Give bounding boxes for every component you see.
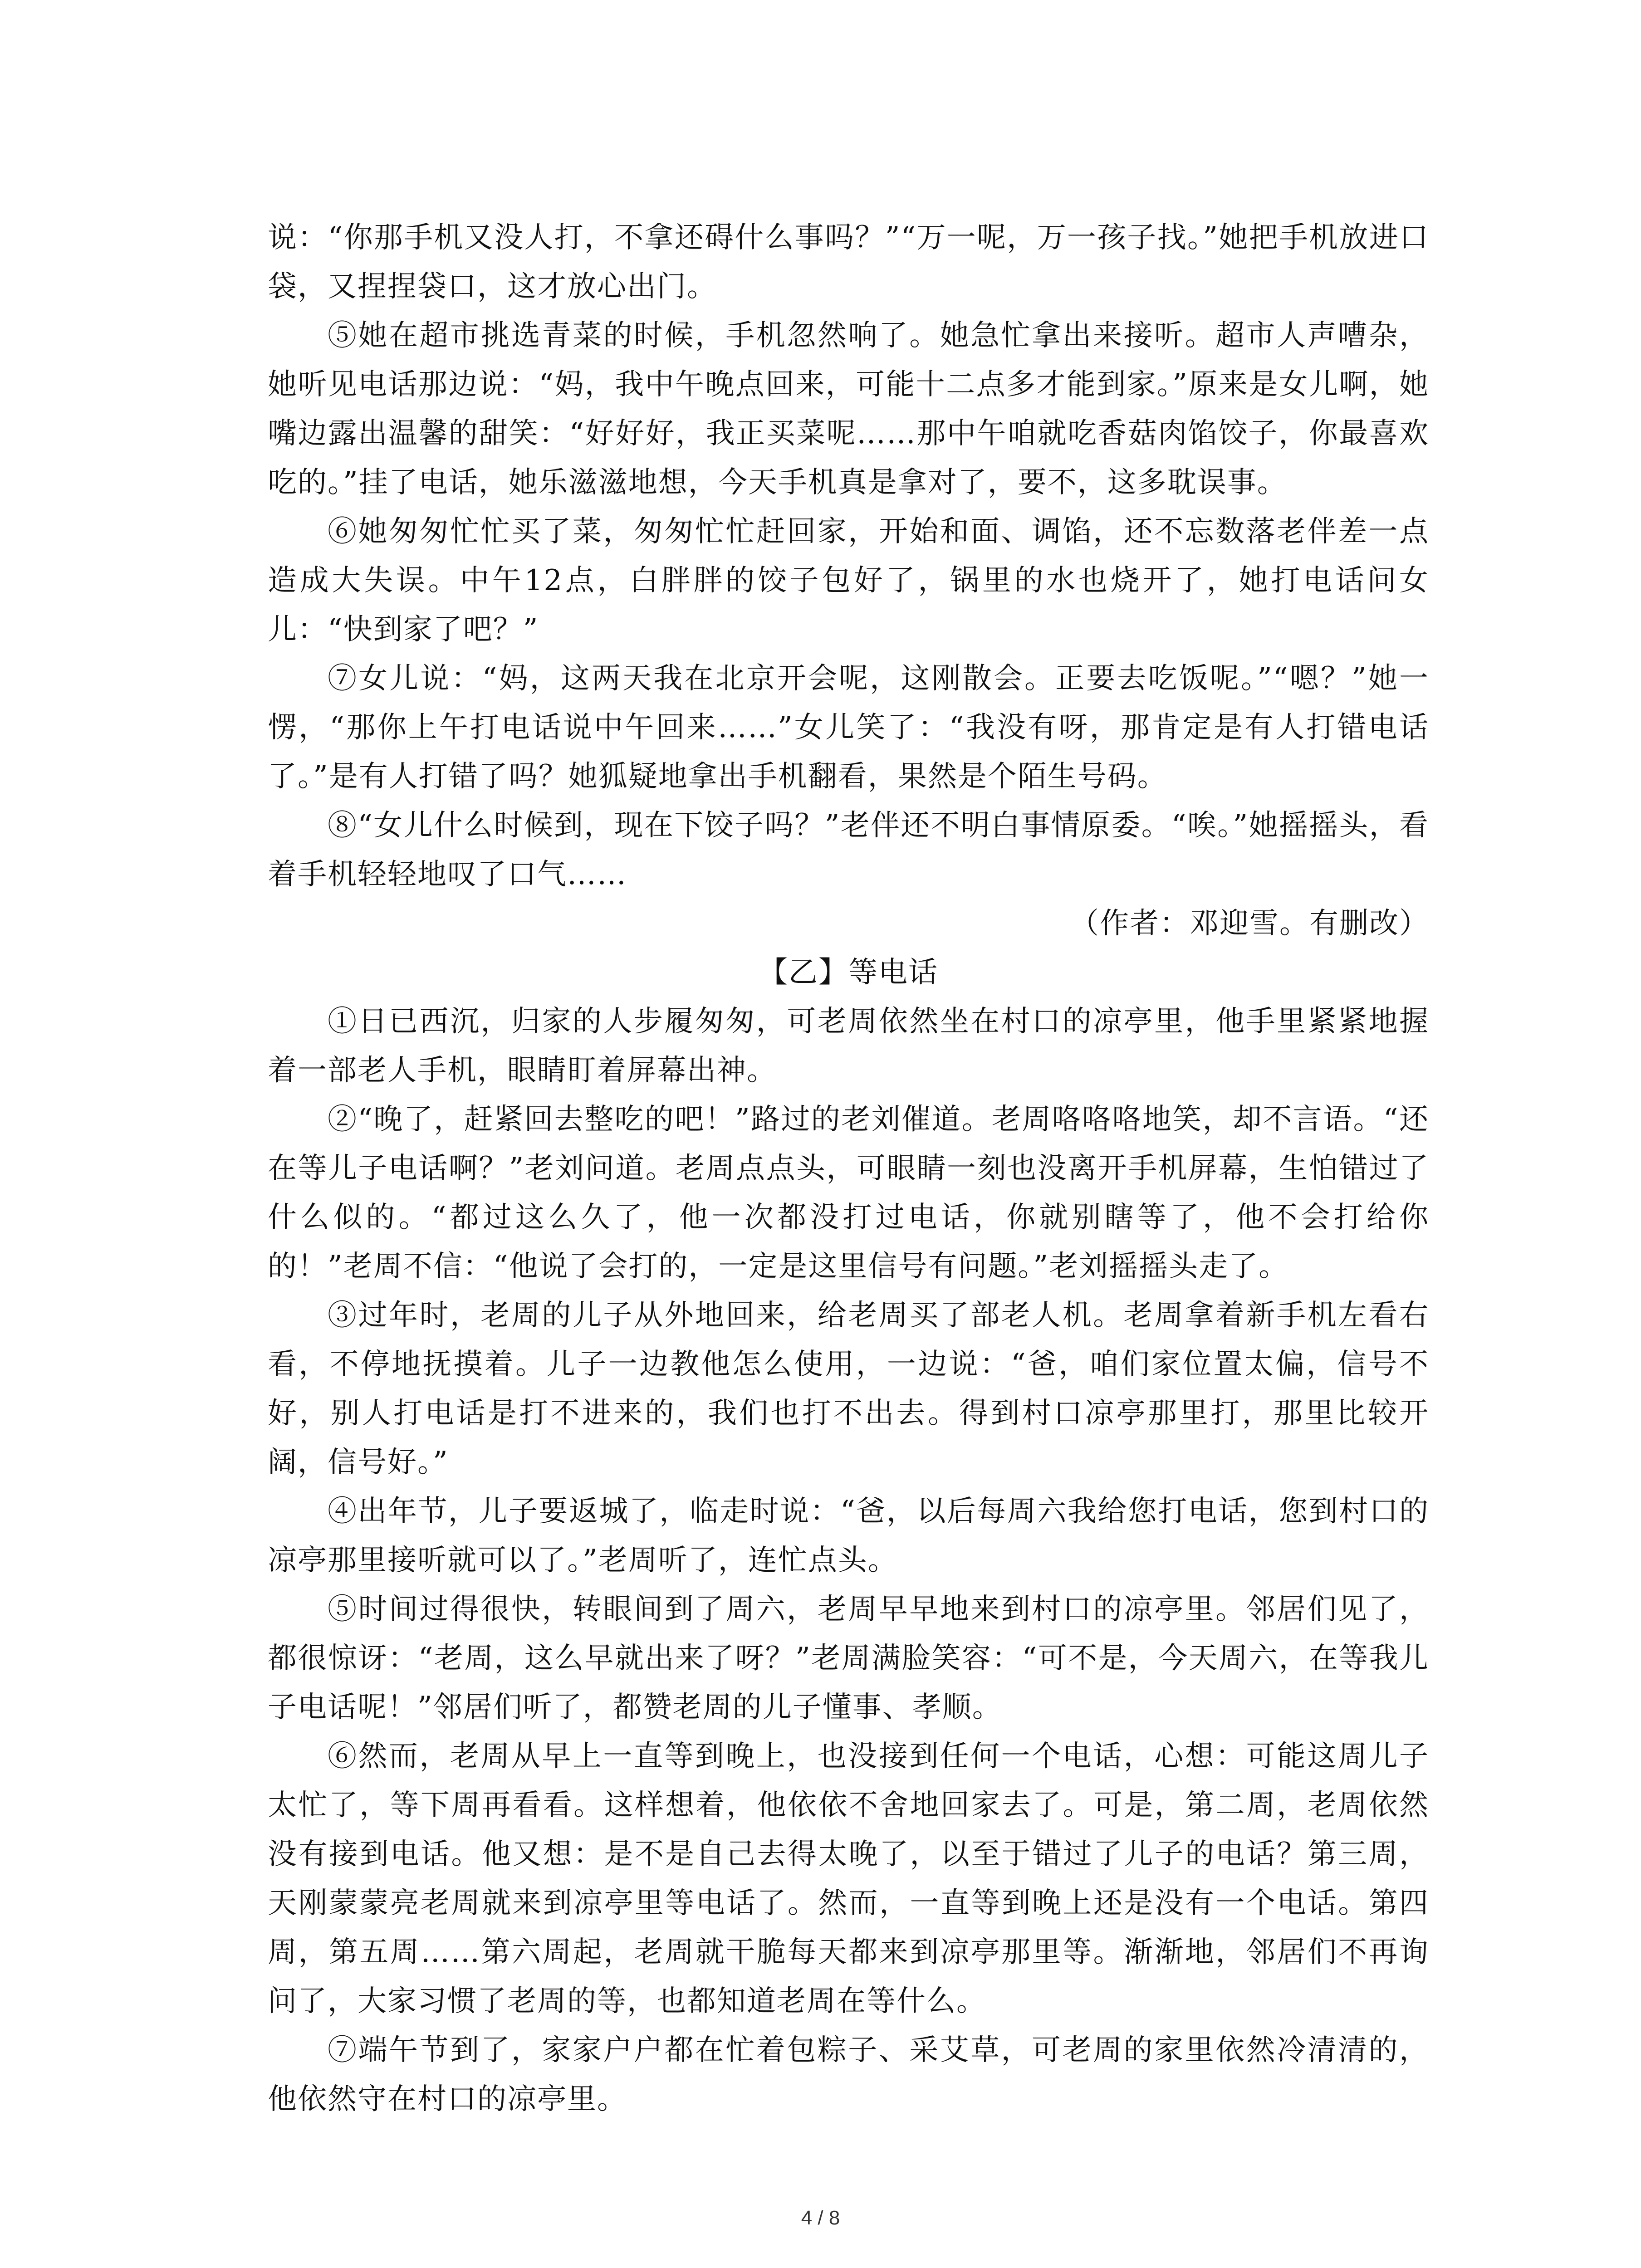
paragraph-b-2: ②“晚了，赶紧回去整吃的吧！”路过的老刘催道。老周咯咯咯地笑，却不言语。“还在等儿子电话啊？”老刘问道。老周点点头，可眼睛一刻也没离开手机屏幕，生怕错过了什么似的。“都过这么久了，他一次都没打过电话，你就别瞎等了，他不会打给你的！”老周不信：“他说了会打的，一定是这里信号有问题。”老刘摇摇头走了。 bbox=[268, 1103, 1429, 1283]
paragraph-a-5: ⑤她在超市挑选青菜的时候，手机忽然响了。她急忙拿出来接听。超市人声嘈杂，她听见电话那边说：“妈，我中午晚点回来，可能十二点多才能到家。”原来是女儿啊，她嘴边露出温馨的甜笑：“好好好，我正买菜呢……那中午咱就吃香菇肉馅饺子，你最喜欢吃的。”挂了电话，她乐滋滋地想，今天手机真是拿对了，要不，这多耽误事。 bbox=[268, 319, 1429, 499]
page-number: 4 / 8 bbox=[801, 2207, 840, 2229]
paragraph-a-7: ⑦女儿说：“妈，这两天我在北京开会呢，这刚散会。正要去吃饭呢。”“嗯？”她一愣，“那你上午打电话说中午回来……”女儿笑了：“我没有呀，那肯定是有人打错电话了。”是有人打错了吗？她狐疑地拿出手机翻看，果然是个陌生号码。 bbox=[268, 662, 1429, 793]
paragraph-b-6: ⑥然而，老周从早上一直等到晚上，也没接到任何一个电话，心想：可能这周儿子太忙了，等下周再看看。这样想着，他依依不舍地回家去了。可是，第二周，老周依然没有接到电话。他又想：是不是自己去得太晚了，以至于错过了儿子的电话？第三周，天刚蒙蒙亮老周就来到凉亭里等电话了。然而，一直等到晚上还是没有一个电话。第四周，第五周……第六周起，老周就干脆每天都来到凉亭那里等。渐渐地，邻居们不再询问了，大家习惯了老周的等，也都知道老周在等什么。 bbox=[268, 1740, 1429, 2018]
paragraph-a-1: 说：“你那手机又没人打，不拿还碍什么事吗？”“万一呢，万一孩子找。”她把手机放进口袋，又捏捏袋口，这才放心出门。 bbox=[268, 221, 1429, 303]
paragraph-b-7: ⑦端午节到了，家家户户都在忙着包粽子、采艾草，可老周的家里依然冷清清的，他依然守在村口的凉亭里。 bbox=[268, 2033, 1429, 2116]
paragraph-a-8: ⑧“女儿什么时候到，现在下饺子吗？”老伴还不明白事情原委。“唉。”她摇摇头，看着手机轻轻地叹了口气…… bbox=[268, 809, 1429, 891]
section-title: 【乙】等电话 bbox=[759, 956, 938, 989]
paragraph-b-3: ③过年时，老周的儿子从外地回来，给老周买了部老人机。老周拿着新手机左看右看，不停地抚摸着。儿子一边教他怎么使用，一边说：“爸，咱们家位置太偏，信号不好，别人打电话是打不进来的，我们也打不出去。得到村口凉亭那里打，那里比较开阔，信号好。” bbox=[268, 1299, 1429, 1479]
author-attribution: （作者：邓迎雪。有删改） bbox=[1070, 907, 1429, 940]
paragraph-b-1: ①日已西沉，归家的人步履匆匆，可老周依然坐在村口的凉亭里，他手里紧紧地握着一部老人手机，眼睛盯着屏幕出神。 bbox=[268, 1005, 1429, 1087]
paragraph-b-5: ⑤时间过得很快，转眼间到了周六，老周早早地来到村口的凉亭里。邻居们见了，都很惊讶：“老周，这么早就出来了呀？”老周满脸笑容：“可不是，今天周六，在等我儿子电话呢！”邻居们听了，都赞老周的儿子懂事、孝顺。 bbox=[268, 1593, 1429, 1724]
paragraph-b-4: ④出年节，儿子要返城了，临走时说：“爸，以后每周六我给您打电话，您到村口的凉亭那里接听就可以了。”老周听了，连忙点头。 bbox=[268, 1495, 1429, 1577]
paragraph-a-6: ⑥她匆匆忙忙买了菜，匆匆忙忙赶回家，开始和面、调馅，还不忘数落老伴差一点造成大失误。中午12点，白胖胖的饺子包好了，锅里的水也烧开了，她打电话问女儿：“快到家了吧？” bbox=[268, 515, 1429, 646]
document-page bbox=[268, 213, 1429, 2124]
